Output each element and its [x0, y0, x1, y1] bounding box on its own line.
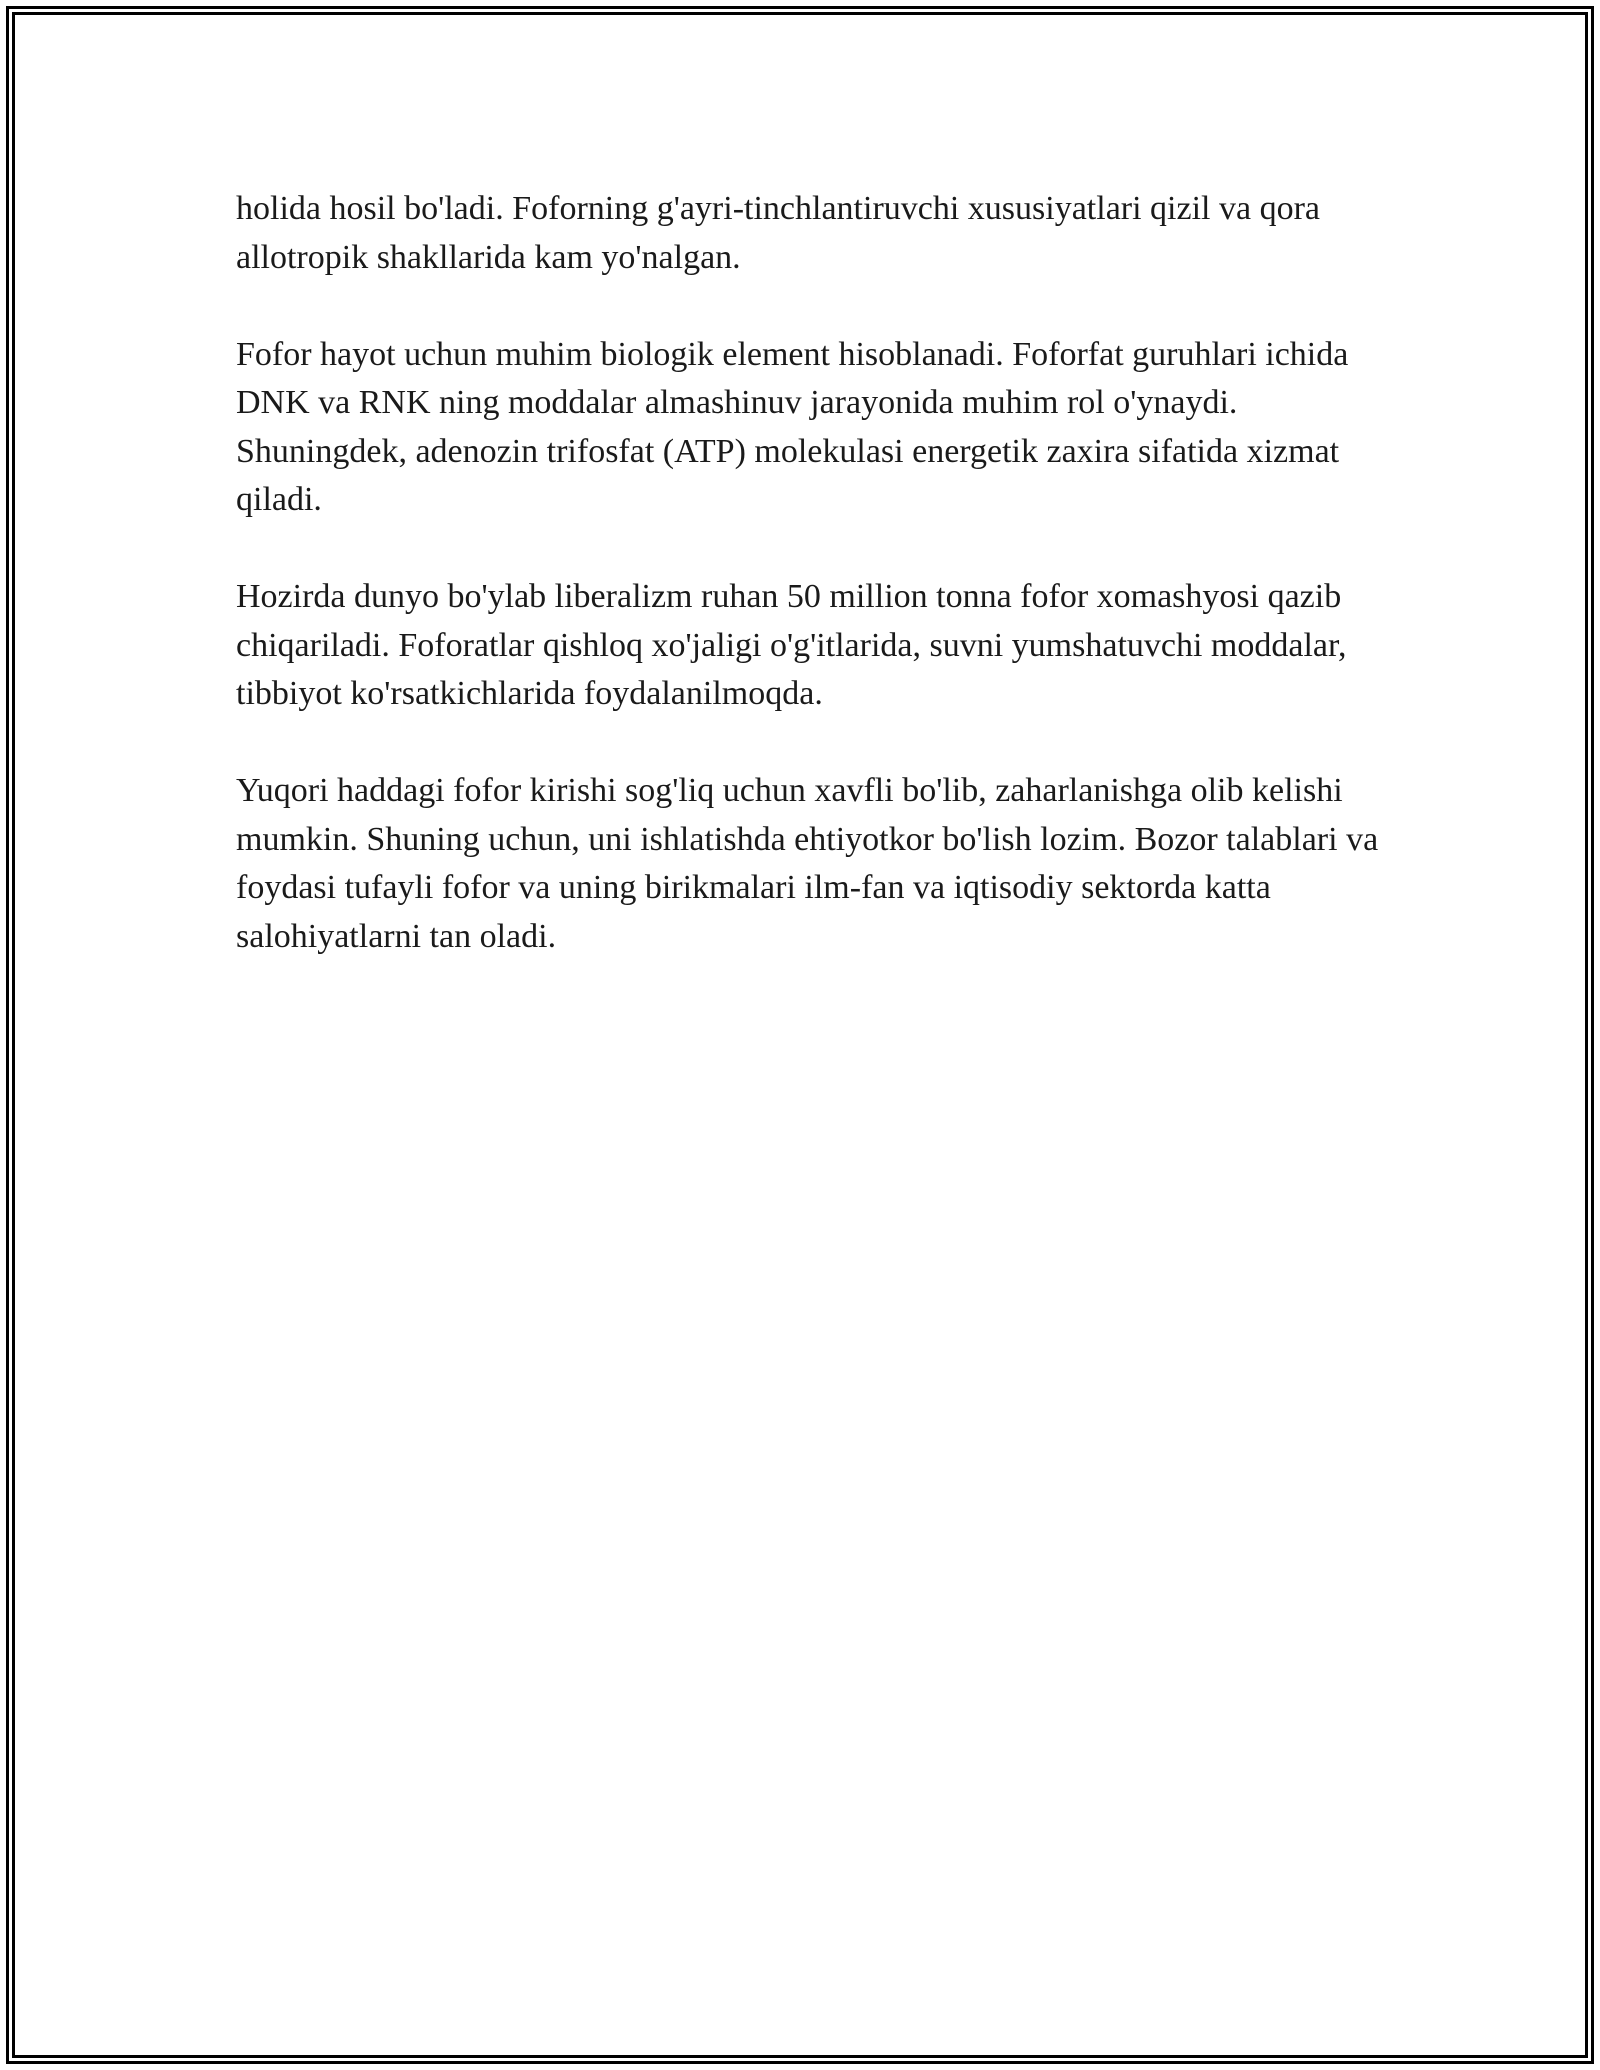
- document-body: [236, 185, 1386, 1010]
- paragraph: Fofor hayot uchun muhim biologik element hisoblanadi. Foforfat guruhlari ichida DNK va RNK ning moddalar almashinuv jarayonida muhim rol o'ynaydi. Shuningdek, adenozin trifosfat (ATP) molekulasi energetik zaxira sifatida xizmat qiladi.: [236, 335, 1349, 518]
- paragraph: holida hosil bo'ladi. Foforning g'ayri-tinchlantiruvchi xususiyatlari qizil va qora allotropik shakllarida kam yo'nalgan.: [236, 190, 1320, 276]
- paragraph: Hozirda dunyo bo'ylab liberalizm ruhan 50 million tonna fofor xomashyosi qazib chiqariladi. Foforatlar qishloq xo'jaligi o'g'itlarida, suvni yumshatuvchi moddalar, tibbiyot ko'rsatkichlarida foydalanilmoqda.: [236, 578, 1347, 712]
- paragraph: Yuqori haddagi fofor kirishi sog'liq uchun xavfli bo'lib, zaharlanishga olib kelishi mumkin. Shuning uchun, uni ishlatishda ehtiyotkor bo'lish lozim. Bozor talablari va foydasi tufayli fofor va uning birikmalari ilm-fan va iqtisodiy sektorda katta salohiyatlarni tan oladi.: [236, 772, 1379, 955]
